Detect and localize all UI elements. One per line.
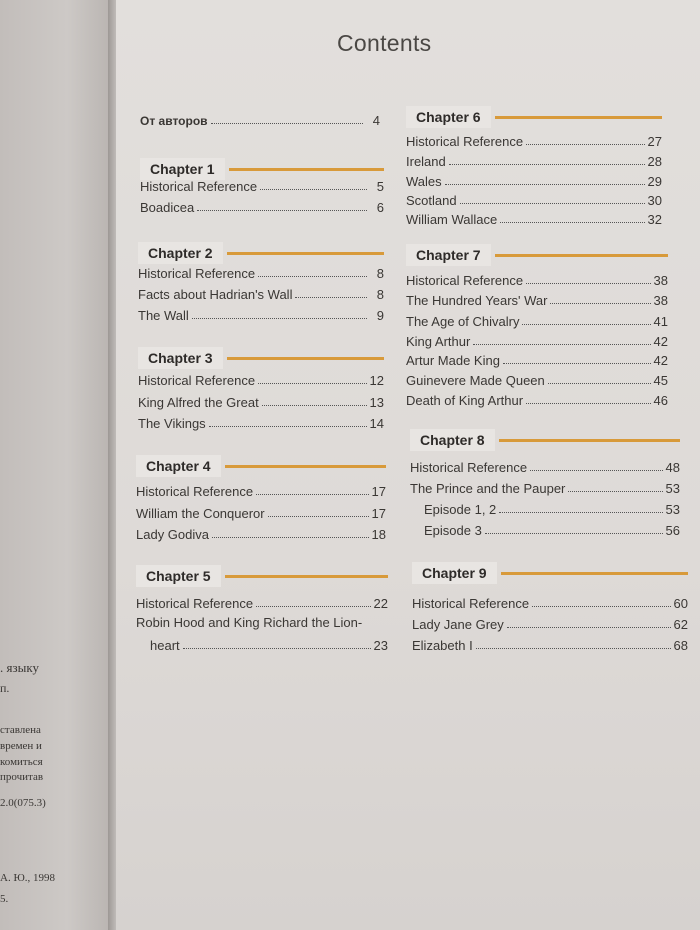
toc-entry xyxy=(424,520,680,538)
toc-entry-label: Boadicea xyxy=(140,200,195,215)
toc-entry-label: Historical Reference xyxy=(406,134,524,149)
toc-entry-label: От авторов xyxy=(140,114,208,128)
left-text-5: комиться xyxy=(0,756,43,768)
chapter-rule xyxy=(501,572,688,575)
toc-entry xyxy=(138,370,384,388)
toc-page-number: 56 xyxy=(665,523,680,538)
chapter-label: Chapter 7 xyxy=(406,244,491,266)
toc-entry-label: Wales xyxy=(406,174,442,189)
chapter-heading-2 xyxy=(138,241,384,265)
left-text-9: 5. xyxy=(0,893,9,905)
toc-page-number: 53 xyxy=(665,502,680,517)
dot-leader xyxy=(460,203,645,204)
dot-leader xyxy=(262,405,367,406)
toc-page-number: 23 xyxy=(373,638,388,653)
toc-entry-label: Guinevere Made Queen xyxy=(406,373,545,388)
toc-entry xyxy=(136,524,386,542)
toc-page-number: 5 xyxy=(376,179,384,194)
left-text-4: времен и xyxy=(0,740,42,752)
toc-entry xyxy=(138,392,384,410)
left-text-8: А. Ю., 1998 xyxy=(0,872,55,884)
chapter-rule xyxy=(227,357,384,360)
toc-entry xyxy=(150,635,388,653)
chapter-heading-5 xyxy=(136,564,388,588)
toc-entry xyxy=(406,370,668,388)
toc-page-number: 4 xyxy=(372,113,380,128)
toc-entry xyxy=(410,457,680,475)
dot-leader xyxy=(485,533,663,534)
chapter-heading-7 xyxy=(406,243,668,267)
chapter-label: Chapter 9 xyxy=(412,562,497,584)
toc-entry-label: The Age of Chivalry xyxy=(406,314,520,329)
dot-leader xyxy=(256,606,370,607)
dot-leader xyxy=(526,283,650,284)
dot-leader xyxy=(258,383,366,384)
toc-entry-label: Historical Reference xyxy=(410,460,528,475)
toc-entry-label: Facts about Hadrian's Wall xyxy=(138,287,293,302)
toc-page-number: 29 xyxy=(647,174,662,189)
dot-leader xyxy=(526,403,650,404)
left-text-1: . языку xyxy=(0,660,39,675)
dot-leader xyxy=(197,210,367,211)
toc-page-number: 38 xyxy=(653,273,668,288)
toc-page-number: 41 xyxy=(653,314,668,329)
toc-entry-label: Historical Reference xyxy=(136,596,254,611)
toc-entry xyxy=(138,263,384,281)
chapter-rule xyxy=(227,252,384,255)
chapter-label: Chapter 1 xyxy=(140,158,225,180)
chapter-label: Chapter 2 xyxy=(138,242,223,264)
toc-page-number: 30 xyxy=(647,193,662,208)
left-text-3: ставлена xyxy=(0,724,41,736)
chapter-heading-8 xyxy=(410,428,680,452)
toc-page-number: 48 xyxy=(665,460,680,475)
chapter-label: Chapter 6 xyxy=(406,106,491,128)
dot-leader xyxy=(522,324,650,325)
toc-entry-label: Historical Reference xyxy=(140,179,258,194)
toc-entry xyxy=(138,284,384,302)
chapter-rule xyxy=(225,465,386,468)
toc-entry-label: Death of King Arthur xyxy=(406,393,524,408)
toc-page-number: 45 xyxy=(653,373,668,388)
toc-page-number: 22 xyxy=(373,596,388,611)
toc-entry xyxy=(138,305,384,323)
toc-entry-label: William Wallace xyxy=(406,212,498,227)
chapter-label: Chapter 4 xyxy=(136,455,221,477)
chapter-label: Chapter 8 xyxy=(410,429,495,451)
left-page xyxy=(0,0,112,930)
toc-page-number: 46 xyxy=(653,393,668,408)
toc-page-number: 53 xyxy=(665,481,680,496)
toc-page-number: 9 xyxy=(376,308,384,323)
toc-entry xyxy=(412,635,688,653)
dot-leader xyxy=(192,318,367,319)
toc-entry-label: Elizabeth I xyxy=(412,638,473,653)
toc-entry xyxy=(424,499,680,517)
toc-page-number: 62 xyxy=(673,617,688,632)
toc-page-number: 28 xyxy=(647,154,662,169)
toc-page-number: 17 xyxy=(371,484,386,499)
toc-entry xyxy=(406,350,668,368)
dot-leader xyxy=(256,494,368,495)
chapter-rule xyxy=(229,168,384,171)
toc-page-number: 38 xyxy=(653,293,668,308)
toc-entry xyxy=(406,270,668,288)
toc-page-number: 42 xyxy=(653,334,668,349)
toc-page-number: 6 xyxy=(376,200,384,215)
dot-leader xyxy=(212,537,369,538)
chapter-heading-3 xyxy=(138,346,384,370)
toc-page-number: 42 xyxy=(653,353,668,368)
toc-page-number: 12 xyxy=(369,373,384,388)
toc-entry-label: Historical Reference xyxy=(406,273,524,288)
dot-leader xyxy=(473,344,650,345)
toc-entry-label: Lady Godiva xyxy=(136,527,209,542)
toc-entry-label: The Vikings xyxy=(138,416,206,431)
dot-leader xyxy=(211,123,363,124)
toc-entry-label: King Arthur xyxy=(406,334,471,349)
dot-leader xyxy=(449,164,645,165)
toc-entry xyxy=(406,331,668,349)
toc-page-number: 32 xyxy=(647,212,662,227)
toc-entry xyxy=(412,614,688,632)
toc-entry-label: heart xyxy=(150,638,180,653)
chapter-rule xyxy=(225,575,388,578)
left-text-7: 2.0(075.3) xyxy=(0,797,46,809)
dot-leader xyxy=(260,189,367,190)
toc-page-number: 18 xyxy=(371,527,386,542)
toc-entry-label: Scotland xyxy=(406,193,457,208)
dot-leader xyxy=(268,516,369,517)
toc-entry xyxy=(138,413,384,431)
dot-leader xyxy=(258,276,367,277)
toc-entry-label: The Wall xyxy=(138,308,189,323)
dot-leader xyxy=(550,303,650,304)
toc-entry-label: Historical Reference xyxy=(412,596,530,611)
dot-leader xyxy=(209,426,367,427)
toc-entry-label: Ireland xyxy=(406,154,446,169)
toc-entry xyxy=(406,131,662,149)
toc-entry-label: The Hundred Years' War xyxy=(406,293,548,308)
toc-entry xyxy=(406,209,662,227)
toc-entry xyxy=(136,481,386,499)
chapter-heading-4 xyxy=(136,454,386,478)
toc-entry-authors xyxy=(140,110,380,128)
toc-page-number: 27 xyxy=(647,134,662,149)
toc-page-number: 68 xyxy=(673,638,688,653)
toc-entry-label: Historical Reference xyxy=(138,266,256,281)
toc-entry-label: William the Conqueror xyxy=(136,506,265,521)
chapter-label: Chapter 5 xyxy=(136,565,221,587)
dot-leader xyxy=(499,512,662,513)
chapter-rule xyxy=(495,116,662,119)
toc-entry xyxy=(406,190,662,208)
dot-leader xyxy=(445,184,645,185)
toc-entry xyxy=(406,151,662,169)
toc-entry xyxy=(410,478,680,496)
toc-entry xyxy=(140,176,384,194)
chapter-heading-6 xyxy=(406,105,662,129)
dot-leader xyxy=(532,606,670,607)
toc-entry-label: The Prince and the Pauper xyxy=(410,481,566,496)
toc-entry-label: Episode 1, 2 xyxy=(424,502,497,517)
toc-entry xyxy=(140,197,384,215)
toc-entry xyxy=(406,390,668,408)
toc-entry-label: Historical Reference xyxy=(138,373,256,388)
toc-entry xyxy=(136,593,388,611)
left-text-2: п. xyxy=(0,681,10,695)
dot-leader xyxy=(548,383,651,384)
toc-entry-label: Episode 3 xyxy=(424,523,482,538)
dot-leader xyxy=(568,491,662,492)
left-text-6: прочитав xyxy=(0,771,44,783)
toc-page-number: 8 xyxy=(376,287,384,302)
toc-page-number: 14 xyxy=(369,416,384,431)
toc-entry-label: King Alfred the Great xyxy=(138,395,259,410)
toc-entry xyxy=(406,171,662,189)
toc-entry xyxy=(136,503,386,521)
chapter-rule xyxy=(499,439,680,442)
toc-entry xyxy=(412,593,688,611)
dot-leader xyxy=(476,648,671,649)
dot-leader xyxy=(530,470,662,471)
dot-leader xyxy=(526,144,644,145)
toc-page-number: 17 xyxy=(371,506,386,521)
toc-entry-label: Lady Jane Grey xyxy=(412,617,504,632)
toc-page-number: 8 xyxy=(376,266,384,281)
toc-entry-label: Artur Made King xyxy=(406,353,500,368)
toc-page-number: 13 xyxy=(369,395,384,410)
toc-entry xyxy=(406,290,668,308)
chapter-label: Chapter 3 xyxy=(138,347,223,369)
toc-entry xyxy=(406,311,668,329)
toc-page-number: 60 xyxy=(673,596,688,611)
dot-leader xyxy=(507,627,671,628)
chapter-heading-9 xyxy=(412,561,688,585)
toc-entry-label: Robin Hood and King Richard the Lion- xyxy=(136,615,363,630)
dot-leader xyxy=(500,222,644,223)
chapter-rule xyxy=(495,254,668,257)
page-title: Contents xyxy=(337,30,432,56)
toc-entry-label: Historical Reference xyxy=(136,484,254,499)
dot-leader xyxy=(503,363,651,364)
dot-leader xyxy=(295,297,367,298)
dot-leader xyxy=(183,648,371,649)
